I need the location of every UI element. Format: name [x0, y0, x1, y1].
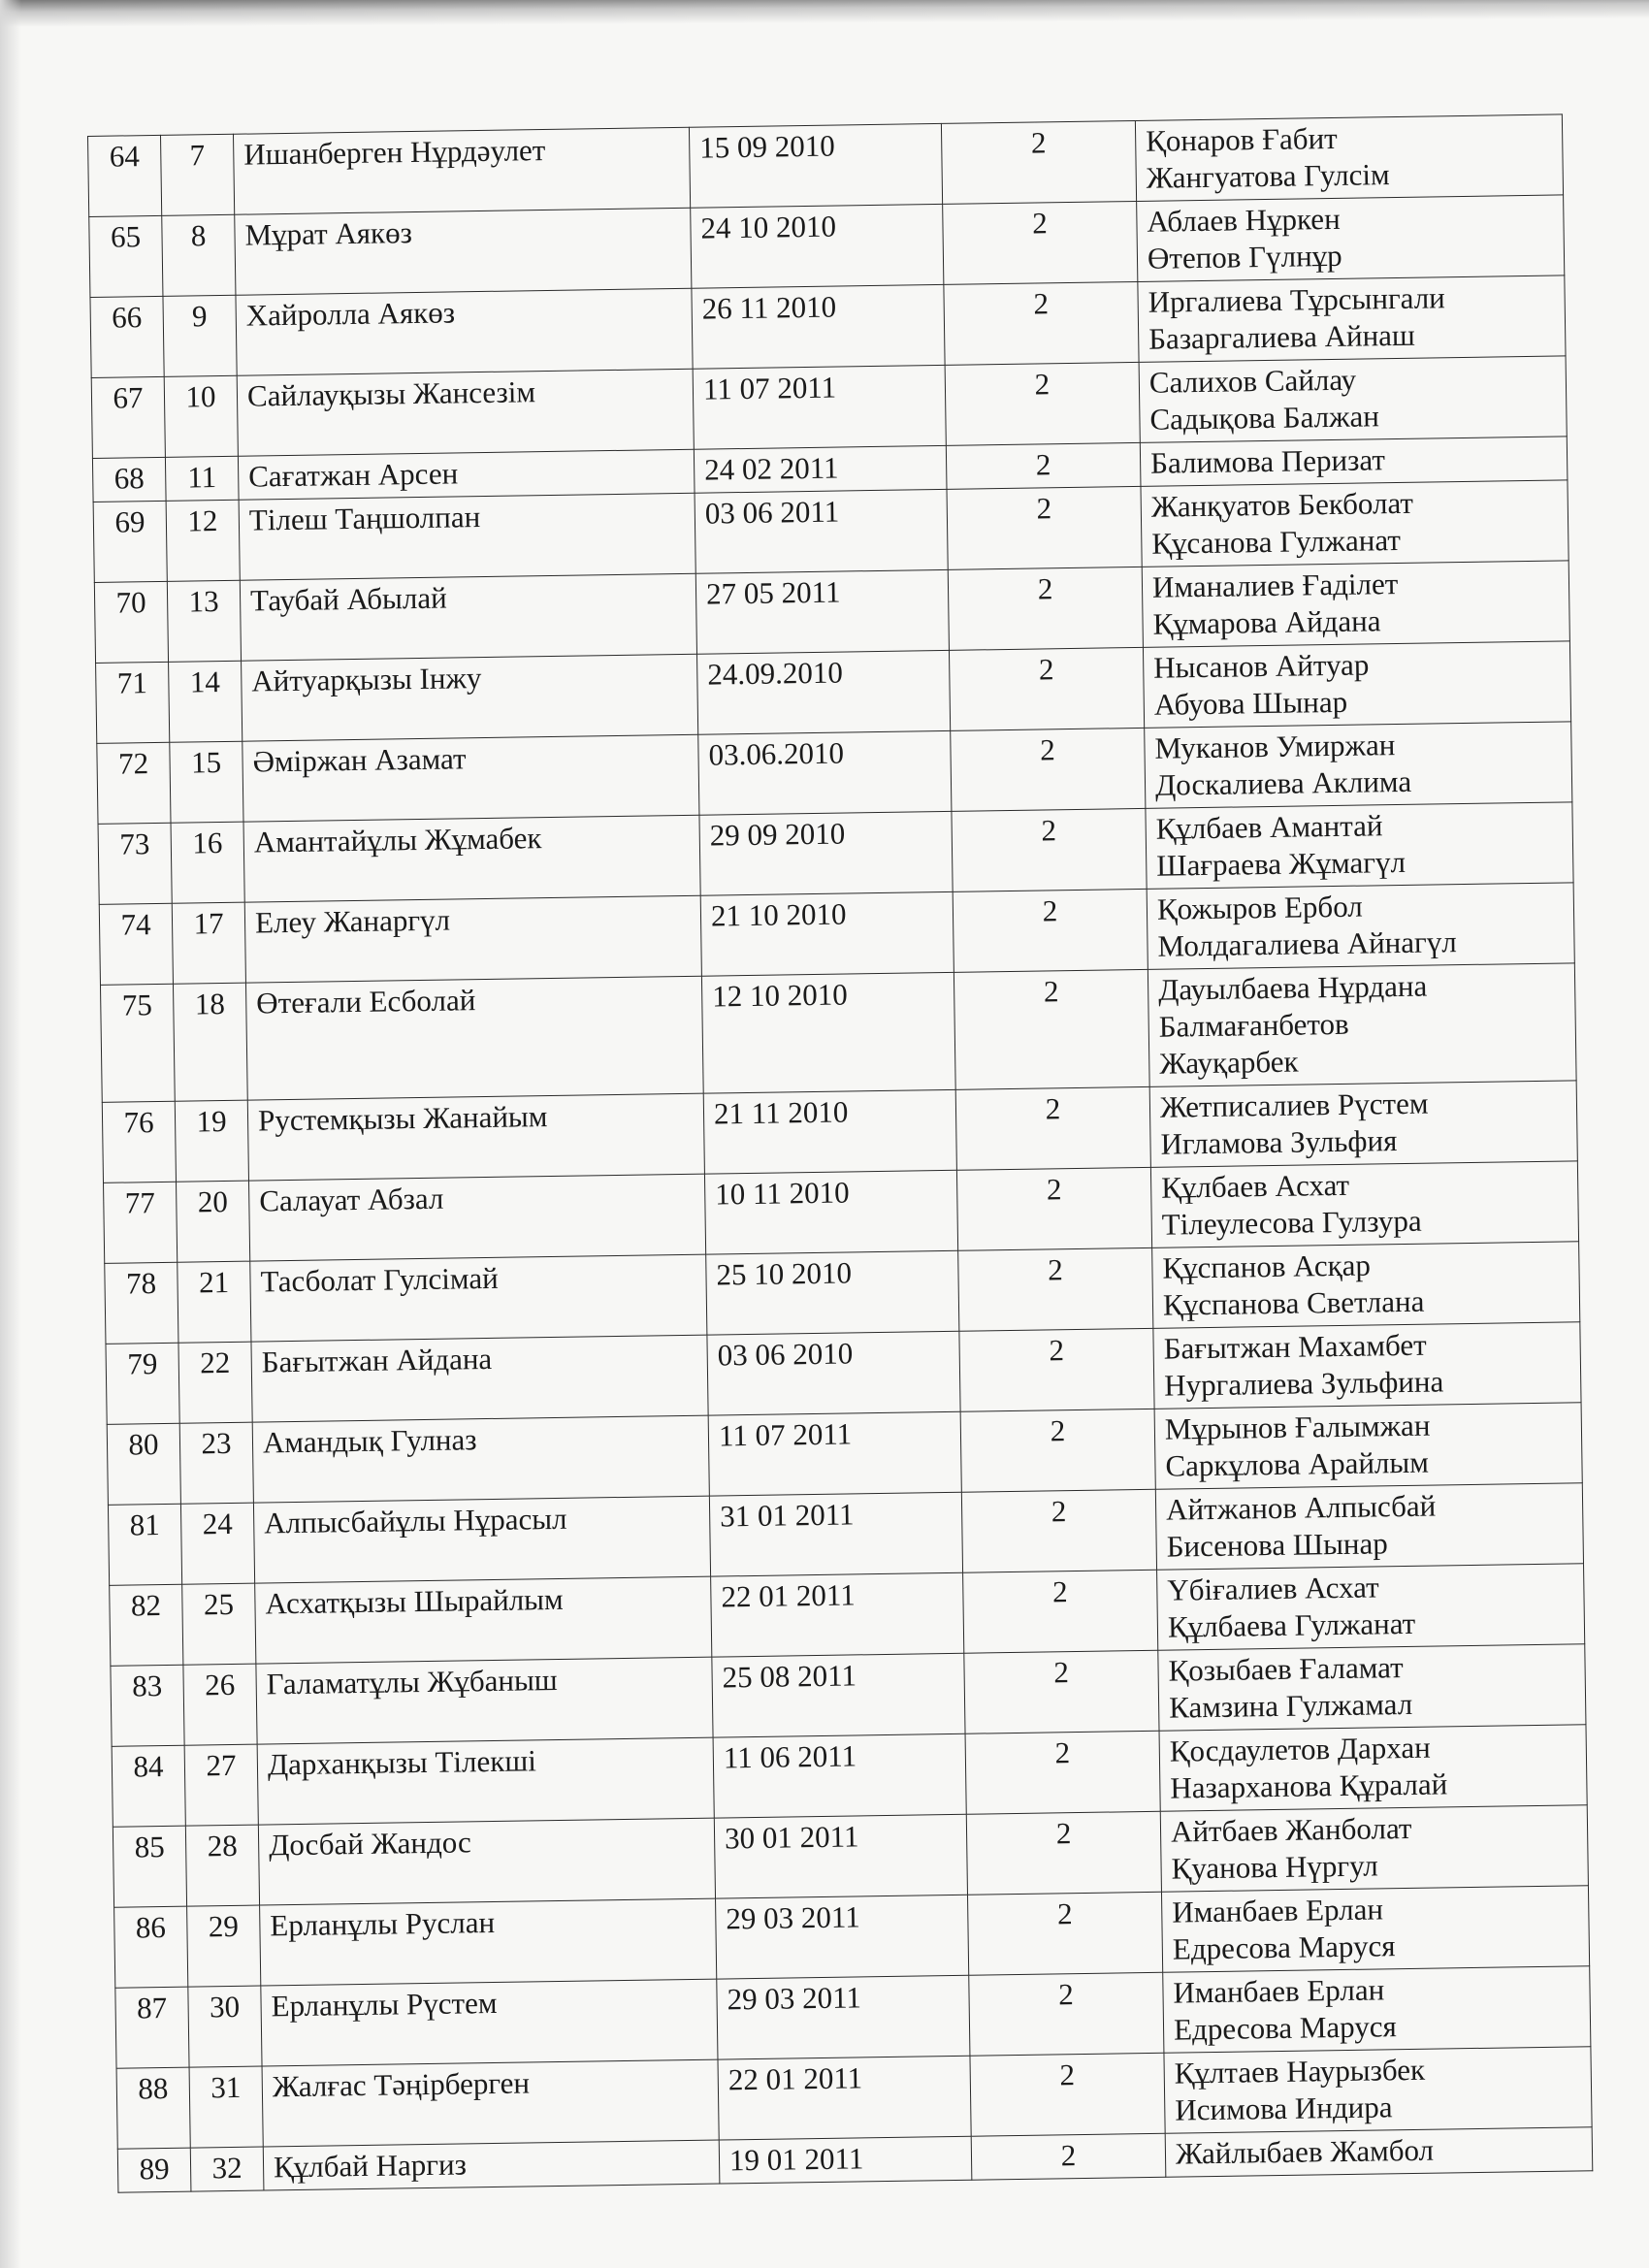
birth-date: 03.06.2010 — [698, 730, 952, 815]
parent-name: Құспанова Светлана — [1162, 1283, 1425, 1322]
birth-date: 24.09.2010 — [696, 650, 950, 734]
grade-value: 2 — [965, 1731, 1160, 1814]
grade-value: 2 — [953, 889, 1148, 972]
parent-name: Жетписалиев Рүстем — [1159, 1085, 1429, 1124]
parents-cell — [1143, 641, 1570, 729]
student-name: Ишанберген Нұрдәулет — [233, 127, 690, 214]
row-number: 77 — [104, 1182, 178, 1263]
row-sub-number: 12 — [166, 500, 240, 581]
parent-name: Құмарова Айдана — [1152, 603, 1381, 641]
row-sub-number: 9 — [163, 295, 237, 376]
birth-date: 24 02 2011 — [694, 445, 947, 493]
grade-value: 2 — [951, 728, 1146, 811]
parents-cell — [1141, 480, 1568, 567]
row-number: 74 — [99, 903, 173, 985]
grade-value: 2 — [971, 2133, 1166, 2180]
student-name: Алпысбайұлы Нұрасыл — [253, 1496, 710, 1583]
student-name: Асхатқызы Шырайлым — [255, 1576, 712, 1664]
parent-name: Базаргалиева Айнаш — [1148, 317, 1416, 356]
parents-cell — [1154, 1403, 1582, 1490]
row-number: 71 — [96, 662, 170, 743]
parents-cell — [1152, 1242, 1580, 1329]
row-number: 86 — [114, 1906, 188, 1988]
row-number: 67 — [91, 376, 165, 458]
student-name: Елеу Жанаргүл — [244, 895, 701, 983]
parent-name: Балмағанбетов — [1158, 1006, 1349, 1044]
row-sub-number: 15 — [170, 741, 243, 823]
parent-name: Иманбаев Ерлан — [1173, 1972, 1385, 2010]
grade-value: 2 — [966, 1811, 1161, 1895]
row-number: 64 — [88, 135, 162, 216]
birth-date: 21 10 2010 — [700, 891, 954, 976]
parents-cell — [1158, 1644, 1586, 1732]
parent-name: Құлбаева Гулжанат — [1167, 1605, 1416, 1644]
parent-name: Жайлыбаев Жамбол — [1175, 2132, 1435, 2171]
parent-name: Дауылбаева Нұрдана — [1157, 968, 1428, 1007]
parent-name: Молдагалиева Айнагүл — [1157, 924, 1457, 963]
roster-body — [88, 114, 1593, 2192]
grade-value: 2 — [958, 1247, 1153, 1331]
parent-name: Қуанова Нүргул — [1171, 1848, 1378, 1886]
parents-cell — [1150, 1161, 1578, 1248]
parent-name: Балимова Перизат — [1149, 442, 1386, 480]
row-sub-number: 25 — [182, 1583, 256, 1665]
birth-date: 30 01 2011 — [714, 1814, 967, 1898]
birth-date: 11 06 2011 — [713, 1733, 966, 1818]
grade-value: 2 — [943, 201, 1138, 284]
row-sub-number: 7 — [160, 134, 234, 215]
student-name: Амандық Гулназ — [252, 1415, 709, 1503]
row-sub-number: 27 — [184, 1744, 258, 1826]
row-number: 65 — [89, 215, 163, 297]
parent-name: Камзина Гулжамал — [1168, 1686, 1413, 1725]
birth-date: 29 03 2011 — [717, 1975, 970, 2059]
parent-name: Шағраева Жұмагүл — [1156, 844, 1406, 883]
student-name: Дарханқызы Тілекші — [257, 1737, 714, 1825]
row-number: 76 — [102, 1101, 176, 1183]
parent-name: Абуова Шынар — [1153, 684, 1348, 722]
parent-name: Құлбаев Амантай — [1155, 808, 1383, 846]
row-sub-number: 29 — [187, 1905, 261, 1987]
birth-date: 10 11 2010 — [704, 1170, 957, 1254]
parent-name: Жанқуатов Бекболат — [1150, 485, 1414, 524]
parents-cell — [1155, 1483, 1583, 1571]
parent-name: Бисенова Шынар — [1166, 1526, 1389, 1564]
student-name: Ерланұлы Руслан — [260, 1898, 717, 1986]
student-name: Бағытжан Айдана — [251, 1335, 708, 1422]
row-sub-number: 30 — [188, 1986, 262, 2067]
row-number: 85 — [113, 1826, 186, 1907]
parents-cell — [1146, 802, 1573, 890]
parents-cell — [1165, 2127, 1593, 2178]
student-name: Рустемқызы Жанайым — [247, 1093, 704, 1181]
parents-cell — [1147, 883, 1574, 970]
grade-value: 2 — [952, 808, 1147, 891]
parents-cell — [1142, 561, 1569, 648]
row-number: 89 — [117, 2148, 191, 2192]
birth-date: 11 07 2011 — [708, 1411, 961, 1496]
student-name: Сайлауқызы Жансезім — [237, 369, 694, 456]
parent-name: Иманбаев Ерлан — [1172, 1892, 1384, 1929]
parent-name: Құлбаев Асхат — [1160, 1167, 1350, 1205]
grade-value: 2 — [959, 1328, 1154, 1411]
parent-name: Иманалиев Ғаділет — [1151, 567, 1399, 604]
grade-value: 2 — [964, 1650, 1159, 1733]
row-number: 84 — [112, 1745, 185, 1827]
student-name: Мұрат Аякөз — [235, 208, 692, 295]
row-sub-number: 32 — [190, 2147, 264, 2191]
row-number: 66 — [90, 296, 164, 377]
parents-cell — [1164, 2047, 1592, 2134]
student-name: Өтеғали Есболай — [245, 976, 703, 1100]
student-name: Құлбай Наргиз — [263, 2140, 720, 2190]
grade-value: 2 — [967, 1892, 1162, 1975]
parent-name: Үбіғалиев Асхат — [1167, 1570, 1379, 1607]
student-name: Досбай Жандос — [258, 1818, 715, 1905]
grade-value: 2 — [961, 1489, 1156, 1572]
parent-name: Нургалиева Зульфина — [1163, 1364, 1444, 1403]
student-name: Салауат Абзал — [248, 1174, 705, 1261]
parents-cell — [1149, 1081, 1577, 1168]
row-number: 82 — [110, 1584, 183, 1666]
student-name: Хайролла Аякөз — [236, 288, 693, 375]
parent-name: Айтжанов Алпысбай — [1165, 1488, 1437, 1527]
row-sub-number: 11 — [165, 456, 239, 501]
grade-value: 2 — [945, 362, 1140, 445]
row-sub-number: 19 — [175, 1100, 248, 1182]
parents-cell — [1145, 722, 1572, 809]
parents-cell — [1157, 1564, 1585, 1651]
parent-name: Муканов Умиржан — [1154, 728, 1396, 765]
parents-cell — [1161, 1886, 1589, 1973]
parent-name: Айтбаев Жанболат — [1170, 1810, 1412, 1849]
parent-name: Жауқарбек — [1159, 1044, 1299, 1081]
birth-date: 19 01 2011 — [719, 2136, 972, 2184]
row-sub-number: 16 — [171, 822, 244, 903]
row-sub-number: 23 — [179, 1422, 253, 1504]
birth-date: 12 10 2010 — [701, 972, 955, 1093]
parent-name: Игламова Зульфия — [1160, 1123, 1398, 1161]
parent-name: Назарханова Құралай — [1170, 1766, 1448, 1805]
grade-value: 2 — [963, 1570, 1158, 1653]
row-sub-number: 31 — [189, 2066, 263, 2148]
row-sub-number: 17 — [172, 902, 245, 984]
row-sub-number: 10 — [164, 375, 238, 457]
row-sub-number: 22 — [178, 1342, 252, 1423]
birth-date: 27 05 2011 — [695, 569, 949, 654]
row-sub-number: 21 — [178, 1261, 251, 1343]
parent-name: Саркұлова Арайлым — [1165, 1444, 1430, 1483]
row-number: 80 — [107, 1423, 180, 1505]
row-sub-number: 13 — [167, 580, 241, 662]
parent-name: Едресова Маруся — [1173, 2009, 1397, 2047]
parents-cell — [1160, 1805, 1588, 1893]
parent-name: Жангуатова Гулсім — [1146, 157, 1390, 195]
row-number: 69 — [93, 501, 167, 582]
student-name: Тасболат Гулсімай — [250, 1254, 707, 1342]
scan-edge-shadow — [0, 0, 1649, 27]
parents-cell — [1140, 437, 1568, 487]
parent-name: Нысанов Айтуар — [1152, 647, 1370, 685]
grade-value: 2 — [947, 486, 1142, 569]
grade-value: 2 — [956, 1167, 1151, 1250]
student-name: Жалғас Тәңірберген — [262, 2059, 719, 2147]
row-number: 72 — [97, 742, 171, 824]
row-number: 68 — [92, 457, 166, 502]
parent-name: Иргалиева Тұрсынгали — [1148, 280, 1446, 319]
parents-cell — [1137, 195, 1565, 282]
parents-cell — [1163, 1966, 1591, 2054]
birth-date: 25 08 2011 — [712, 1653, 965, 1737]
grade-value: 2 — [946, 442, 1141, 489]
parent-name: Тілеулесова Гулзура — [1161, 1203, 1422, 1242]
student-name: Тілеш Таңшолпан — [239, 493, 695, 580]
birth-date: 15 09 2010 — [689, 123, 942, 208]
grade-value: 2 — [954, 969, 1149, 1089]
student-name: Галаматұлы Жұбаныш — [256, 1657, 713, 1744]
row-sub-number: 28 — [185, 1825, 259, 1906]
parent-name: Едресова Маруся — [1172, 1928, 1396, 1966]
row-sub-number: 8 — [162, 214, 236, 296]
parents-cell — [1135, 114, 1563, 202]
parents-cell — [1148, 963, 1576, 1087]
row-sub-number: 14 — [169, 661, 242, 742]
parent-name: Исимова Индира — [1175, 2090, 1393, 2127]
student-name: Амантайұлы Жұмабек — [243, 815, 700, 902]
student-name: Айтуарқызы Інжу — [242, 654, 698, 741]
row-number: 88 — [116, 2067, 190, 2149]
grade-value: 2 — [949, 647, 1144, 730]
row-sub-number: 26 — [183, 1664, 257, 1745]
row-number: 87 — [115, 1987, 189, 2068]
parent-name: Қосдаулетов Дархан — [1169, 1730, 1431, 1768]
birth-date: 31 01 2011 — [709, 1492, 962, 1576]
row-number: 79 — [106, 1343, 179, 1424]
birth-date: 25 10 2010 — [706, 1250, 959, 1335]
grade-value: 2 — [948, 567, 1143, 650]
table-row — [100, 963, 1576, 1103]
grade-value: 2 — [970, 2053, 1165, 2136]
grade-value: 2 — [960, 1409, 1155, 1492]
parent-name: Құспанов Асқар — [1162, 1247, 1372, 1285]
parents-cell — [1159, 1725, 1587, 1812]
parent-name: Қожыров Ербол — [1156, 889, 1363, 926]
parent-name: Бағытжан Махамбет — [1163, 1327, 1427, 1366]
row-number: 70 — [94, 581, 168, 663]
grade-value: 2 — [944, 281, 1139, 365]
parent-name: Салихов Сайлау — [1148, 362, 1357, 400]
parent-name: Қозыбаев Ғаламат — [1168, 1650, 1404, 1688]
student-name: Таубай Абылай — [240, 573, 696, 661]
birth-date: 29 03 2011 — [716, 1895, 969, 1979]
parent-name: Мұрынов Ғалымжан — [1164, 1408, 1431, 1446]
birth-date: 22 01 2011 — [718, 2056, 971, 2140]
birth-date: 22 01 2011 — [711, 1572, 964, 1657]
document-page — [87, 113, 1592, 2192]
row-sub-number: 20 — [177, 1181, 250, 1262]
birth-date: 29 09 2010 — [699, 811, 953, 895]
birth-date: 26 11 2010 — [692, 284, 945, 369]
row-sub-number: 24 — [180, 1503, 254, 1584]
row-number: 73 — [98, 823, 172, 904]
birth-date: 21 11 2010 — [703, 1089, 956, 1174]
birth-date: 11 07 2011 — [693, 365, 946, 449]
parent-name: Аблаев Нұркен — [1147, 201, 1341, 239]
student-roster-table — [87, 113, 1593, 2192]
student-name: Әміржан Азамат — [242, 734, 699, 822]
birth-date: 03 06 2010 — [707, 1331, 960, 1415]
student-name: Сағатжан Арсен — [238, 449, 695, 500]
grade-value: 2 — [955, 1086, 1150, 1170]
parent-name: Құлтаев Наурызбек — [1174, 2052, 1426, 2090]
row-sub-number: 18 — [173, 983, 247, 1101]
parents-cell — [1138, 275, 1566, 363]
scan-margin-shadow — [0, 0, 21, 2268]
parent-name: Қонаров Ғабит — [1145, 120, 1338, 158]
row-number: 83 — [111, 1665, 184, 1746]
parent-name: Садықова Балжан — [1149, 399, 1380, 437]
row-number: 81 — [108, 1504, 181, 1585]
birth-date: 03 06 2011 — [695, 489, 948, 573]
parents-cell — [1139, 356, 1567, 443]
parent-name: Құсанова Гулжанат — [1151, 522, 1402, 561]
row-number: 78 — [105, 1262, 178, 1344]
student-name: Ерланұлы Рүстем — [261, 1979, 718, 2066]
parents-cell — [1153, 1322, 1581, 1409]
parent-name: Доскалиева Аклима — [1154, 763, 1412, 802]
birth-date: 24 10 2010 — [691, 204, 944, 288]
grade-value: 2 — [941, 120, 1136, 204]
grade-value: 2 — [969, 1972, 1164, 2056]
parent-name: Өтепов Гүлнұр — [1147, 238, 1342, 275]
row-number: 75 — [100, 984, 175, 1102]
